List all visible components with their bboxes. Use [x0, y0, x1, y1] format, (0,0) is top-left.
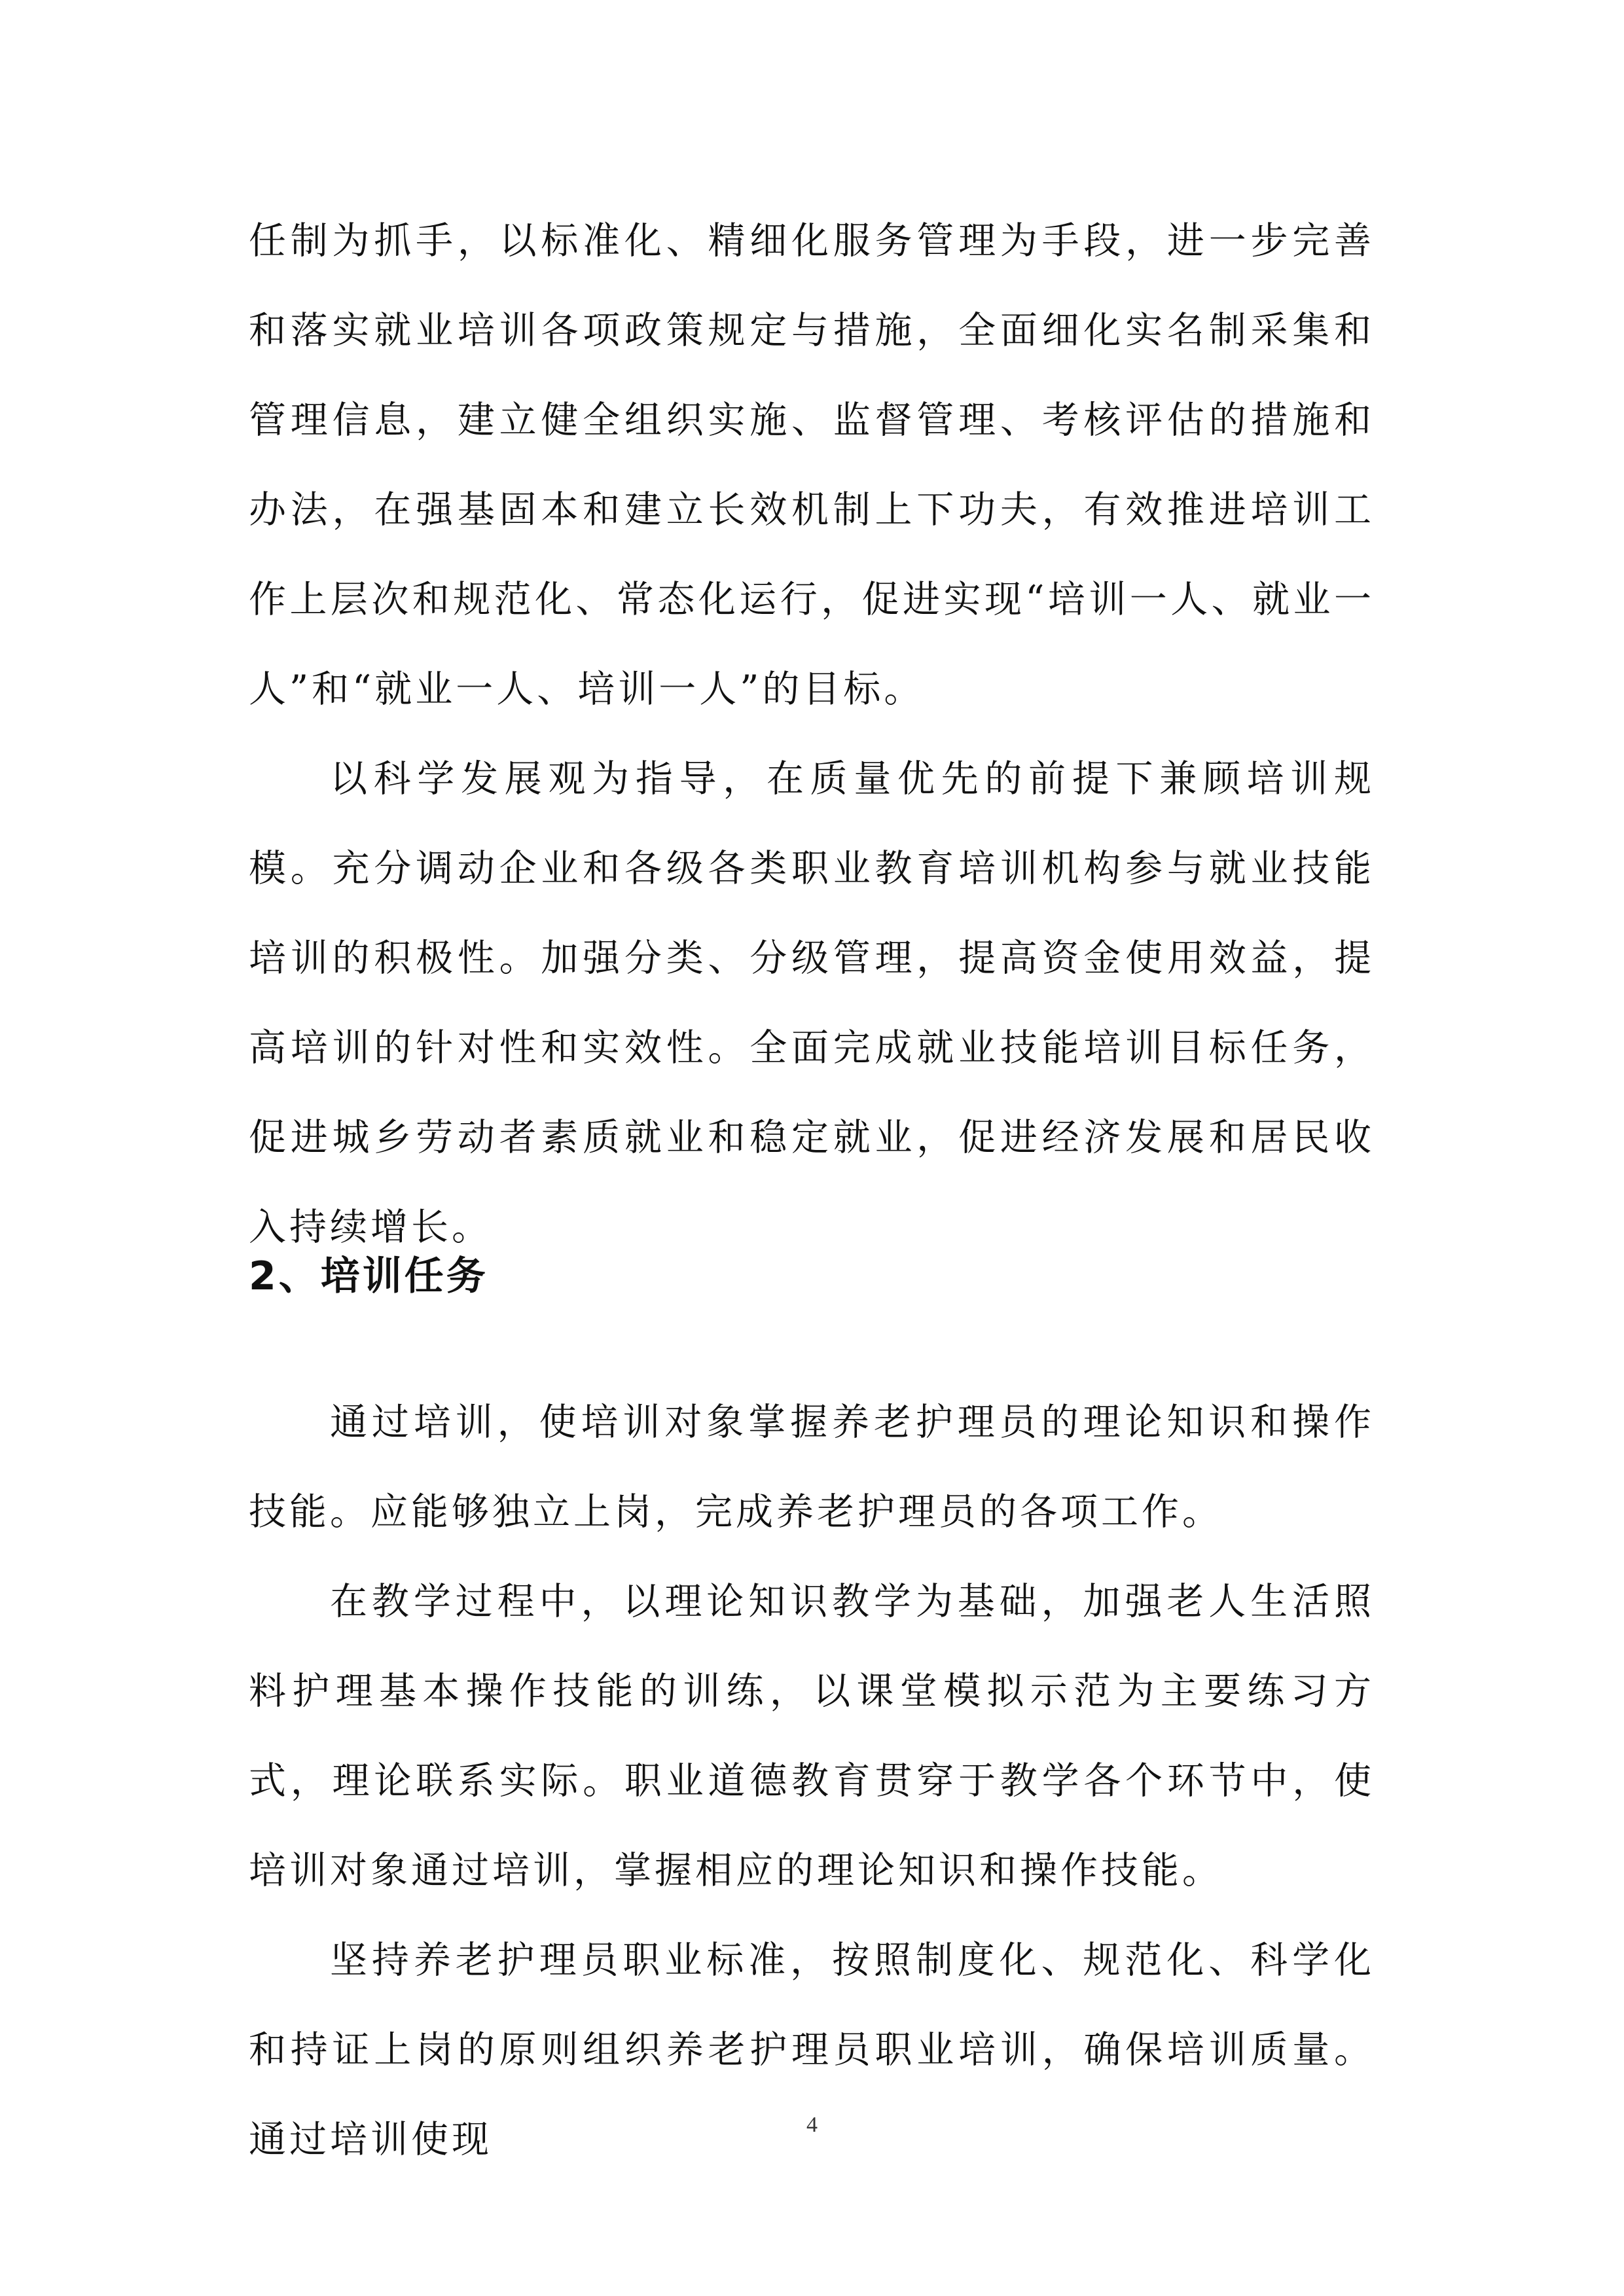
paragraph: 通过培训，使培训对象掌握养老护理员的理论知识和操作技能。应能够独立上岗，完成养老护理员的各项工作。	[249, 1401, 1375, 1534]
paragraph: 任制为抓手，以标准化、精细化服务管理为手段，进一步完善和落实就业培训各项政策规定与措施，全面细化实名制采集和管理信息，建立健全组织实施、监督管理、考核评估的措施和办法，在强基固本和建立长效机制上下功夫，有效推进培训工作上层次和规范化、常态化运行，促进实现“培训一人、就业一人”和“就业一人、培训一人”的目标。	[249, 219, 1375, 711]
paragraph: 以科学发展观为指导，在质量优先的前提下兼顾培训规模。充分调动企业和各级各类职业教育培训机构参与就业技能培训的积极性。加强分类、分级管理，提高资金使用效益，提高培训的针对性和实效性。全面完成就业技能培训目标任务，促进城乡劳动者素质就业和稳定就业，促进经济发展和居民收入持续增长。	[249, 757, 1375, 1249]
paragraph: 坚持养老护理员职业标准，按照制度化、规范化、科学化和持证上岗的原则组织养老护理员职业培训，确保培训质量。通过培训使现	[249, 1939, 1375, 2161]
section-heading: 2、培训任务	[249, 1253, 488, 1299]
training-task-section	[249, 1378, 1375, 2185]
paragraph: 在教学过程中，以理论知识教学为基础，加强老人生活照料护理基本操作技能的训练，以课堂模拟示范为主要练习方式，理论联系实际。职业道德教育贯穿于教学各个环节中，使培训对象通过培训，掌握相应的理论知识和操作技能。	[249, 1580, 1375, 1892]
page-number: 4	[806, 2113, 818, 2137]
intro-section	[249, 196, 1375, 1272]
